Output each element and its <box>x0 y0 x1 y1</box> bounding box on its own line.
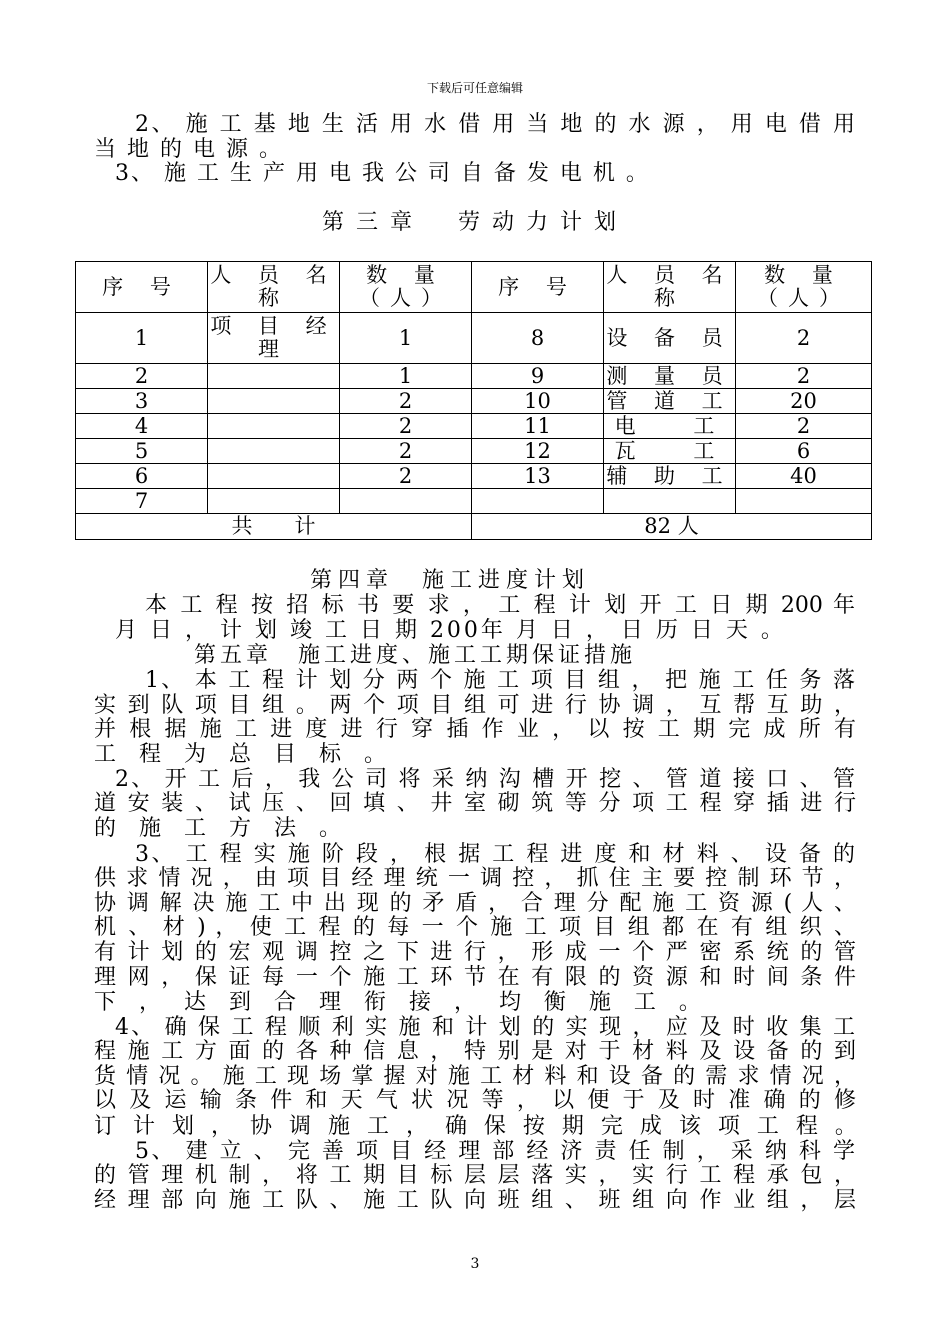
header-cell: 数 量 （人） <box>736 262 872 313</box>
table-cell: 2 <box>736 414 872 439</box>
table-cell <box>736 489 872 514</box>
chapter3-title: 第三章 劳动力计划 <box>321 210 628 235</box>
table-cell: 8 <box>472 313 604 364</box>
body-line: 工 程 为 总 目 标 。 <box>94 742 394 767</box>
table-row <box>76 389 872 414</box>
chapter4-line-1: 本 工 程 按 招 标 书 要 求 ， 工 程 计 划 开 工 日 期 200 年 <box>145 593 855 618</box>
header-cell: 序 号 <box>76 262 208 313</box>
table-cell <box>208 489 340 514</box>
table-cell <box>472 489 604 514</box>
total-value-cell: 82 人 <box>472 514 872 540</box>
intro-line-1: 2、 施 工 基 地 生 活 用 水 借 用 当 地 的 水 源 ， 用 电 借 用 <box>135 112 855 137</box>
table-cell: 20 <box>736 389 872 414</box>
table-cell <box>208 389 340 414</box>
table-cell: 10 <box>472 389 604 414</box>
table-cell: 4 <box>76 414 208 439</box>
body-line: 经 理 部 向 施 工 队 、 施 工 队 向 班 组 、 班 组 向 作 业 组 ， 层 <box>94 1188 856 1213</box>
body-line: 机 、 材 ) ， 使 工 程 的 每 一 个 施 工 项 目 组 都 在 有 组 织 、 <box>94 915 856 940</box>
total-label-cell: 共 计 <box>76 514 472 540</box>
table-cell <box>208 439 340 464</box>
table-cell: 40 <box>736 464 872 489</box>
table-cell <box>604 489 736 514</box>
table-header-row <box>76 262 872 313</box>
header-cell: 人 员 名 称 <box>208 262 340 313</box>
body-line: 理 网 ， 保 证 每 一 个 施 工 环 节 在 有 限 的 资 源 和 时 间 条 件 <box>94 965 856 990</box>
table-cell <box>208 414 340 439</box>
body-line: 2、 开 工 后 ， 我 公 司 将 采 纳 沟 槽 开 挖 、 管 道 接 口 、 管 <box>115 767 855 792</box>
body-line: 订 计 划 ， 协 调 施 工 ， 确 保 按 期 完 成 该 项 工 程 。 <box>94 1114 862 1139</box>
table-cell: 2 <box>340 389 472 414</box>
table-cell: 9 <box>472 364 604 389</box>
body-line: 以 及 运 输 条 件 和 天 气 状 况 等 ， 以 便 于 及 时 准 确 的 修 <box>94 1088 856 1113</box>
chapter5-title: 第五章 施工进度、施工工期保证措施 <box>194 643 637 668</box>
body-line: 1、 本 工 程 计 划 分 两 个 施 工 项 目 组 ， 把 施 工 任 务 落 <box>145 668 855 693</box>
body-line: 协 调 解 决 施 工 中 出 现 的 矛 盾 ， 合 理 分 配 施 工 资 源 ( 人 、 <box>94 891 856 916</box>
table-row <box>76 364 872 389</box>
table-cell: 2 <box>340 414 472 439</box>
intro-line-3: 3、 施 工 生 产 用 电 我 公 司 自 备 发 电 机 。 <box>115 161 650 186</box>
labor-plan-table <box>75 261 872 540</box>
table-cell: 1 <box>340 313 472 364</box>
body-line: 道 安 装 、 试 压 、 回 填 、 井 室 砌 筑 等 分 项 工 程 穿 插 进 行 <box>94 791 856 816</box>
body-line: 程 施 工 方 面 的 各 种 信 息 ， 特 别 是 对 于 材 料 及 设 备 的 到 <box>94 1039 856 1064</box>
chapter4-line-2: 月 日 ， 计 划 竣 工 日 期 200年 月 日 ， 日 历 日 天 。 <box>115 618 786 643</box>
table-cell: 2 <box>340 464 472 489</box>
table-cell: 6 <box>736 439 872 464</box>
table-cell <box>208 464 340 489</box>
table-cell: 2 <box>340 439 472 464</box>
page-header: 下载后可任意编辑 <box>426 81 523 95</box>
header-cell: 数 量 （人） <box>340 262 472 313</box>
table-cell: 辅 助 工 <box>604 464 736 489</box>
body-line: 有 计 划 的 宏 观 调 控 之 下 进 行 ， 形 成 一 个 严 密 系 统 的 管 <box>94 940 856 965</box>
body-line: 货 情 况 。 施 工 现 场 掌 握 对 施 工 材 料 和 设 备 的 需 求 情 况 ， <box>94 1064 856 1089</box>
table-total-row <box>76 514 872 540</box>
table-cell: 项 目 经 理 <box>208 313 340 364</box>
body-line: 下 ， 达 到 合 理 衔 接 ， 均 衡 施 工 。 <box>94 990 709 1015</box>
body-line: 并 根 据 施 工 进 度 进 行 穿 插 作 业 ， 以 按 工 期 完 成 所 有 <box>94 717 856 742</box>
body-line: 供 求 情 况 ， 由 项 目 经 理 统 一 调 控 ， 抓 住 主 要 控 制 环 节 ， <box>94 866 856 891</box>
table-row <box>76 464 872 489</box>
table-cell: 5 <box>76 439 208 464</box>
table-cell <box>340 489 472 514</box>
table-row <box>76 489 872 514</box>
table-row <box>76 313 872 364</box>
table-cell: 1 <box>76 313 208 364</box>
body-line: 的 管 理 机 制 ， 将 工 期 目 标 层 层 落 实 ， 实 行 工 程 承 包 ， <box>94 1163 856 1188</box>
body-line: 5、 建 立 、 完 善 项 目 经 理 部 经 济 责 任 制 ， 采 纳 科 学 <box>135 1139 855 1164</box>
body-line: 3、 工 程 实 施 阶 段 ， 根 据 工 程 进 度 和 材 料 、 设 备 的 <box>135 842 855 867</box>
table-cell: 测 量 员 <box>604 364 736 389</box>
body-line: 实 到 队 项 目 组 。 两 个 项 目 组 可 进 行 协 调 ， 互 帮 互 助 ， <box>94 693 856 718</box>
table-cell: 管 道 工 <box>604 389 736 414</box>
table-cell: 6 <box>76 464 208 489</box>
body-line: 4、 确 保 工 程 顺 利 实 施 和 计 划 的 实 现 ， 应 及 时 收 集 工 <box>115 1015 855 1040</box>
table-row <box>76 414 872 439</box>
table-cell: 2 <box>76 364 208 389</box>
table-cell: 7 <box>76 489 208 514</box>
table-cell <box>208 364 340 389</box>
table-cell: 电 工 <box>604 414 736 439</box>
table-cell: 13 <box>472 464 604 489</box>
page-number: 3 <box>470 1256 480 1272</box>
table-cell: 2 <box>736 313 872 364</box>
intro-line-2: 当 地 的 电 源 。 <box>94 137 283 162</box>
chapter4-title: 第四章 施工进度计划 <box>310 568 591 593</box>
table-cell: 瓦 工 <box>604 439 736 464</box>
table-cell: 1 <box>340 364 472 389</box>
table-cell: 2 <box>736 364 872 389</box>
table-cell: 设 备 员 <box>604 313 736 364</box>
body-line: 的 施 工 方 法 。 <box>94 816 349 841</box>
header-cell: 人 员 名 称 <box>604 262 736 313</box>
table-row <box>76 439 872 464</box>
table-cell: 11 <box>472 414 604 439</box>
table-cell: 12 <box>472 439 604 464</box>
table-cell: 3 <box>76 389 208 414</box>
header-cell: 序 号 <box>472 262 604 313</box>
